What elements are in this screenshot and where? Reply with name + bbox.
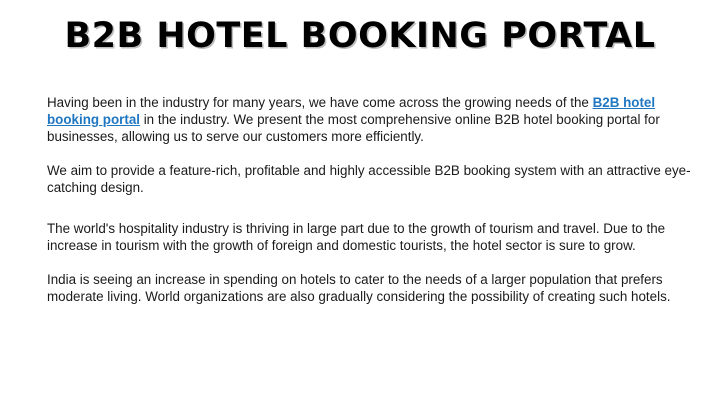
page-title: B2B HOTEL BOOKING PORTAL [64,16,656,56]
content-body [47,94,697,305]
paragraph-hospitality: The world's hospitality industry is thriving in large part due to the growth of tourism and travel. Due to the increase in tourism with the growth of foreign and domestic tourists, the hotel sector is sure to grow. [47,221,666,253]
b2b-portal-link[interactable]: B2B hotel booking portal [47,95,656,127]
paragraph-intro-text-end: in the industry. We present the most comprehensive online B2B hotel booking portal for businesses, allowing us to serve our customers more efficiently. [47,112,660,144]
paragraph-intro-text-start: Having been in the industry for many years, we have come across the growing needs of the [47,95,593,110]
paragraph-intro [47,94,697,145]
paragraph-aim: We aim to provide a feature-rich, profitable and highly accessible B2B booking system with an attractive eye-catching design. [47,163,691,195]
paragraph-india: India is seeing an increase in spending on hotels to cater to the needs of a larger population that prefers moderate living. World organizations are also gradually considering the possibility of creating such hotels. [47,272,671,304]
